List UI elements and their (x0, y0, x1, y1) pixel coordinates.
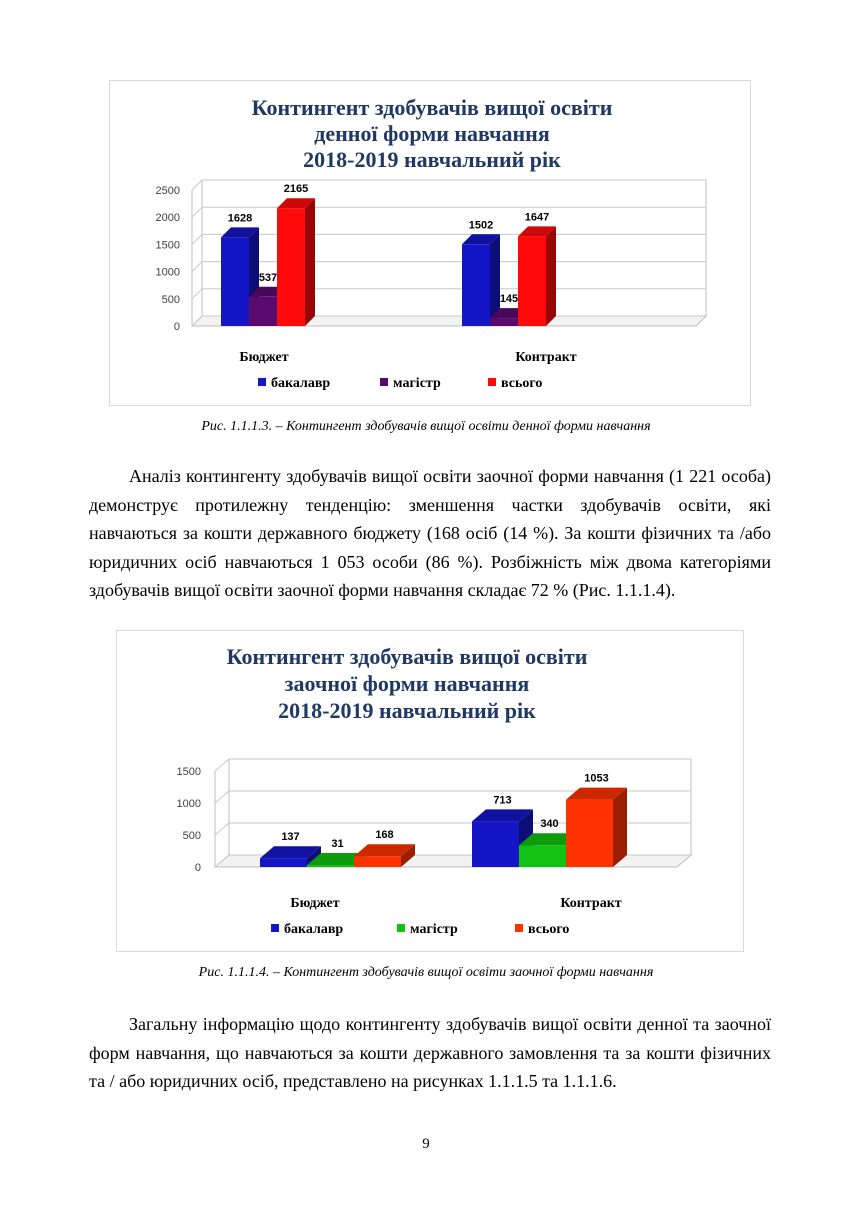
bar-front (249, 297, 277, 326)
legend-label: бакалавр (284, 922, 344, 937)
bar-бакалавр-Контракт (462, 234, 500, 326)
chart-parttime (117, 631, 743, 951)
bar-всього-Контракт (518, 226, 556, 326)
category-label: Бюджет (290, 896, 340, 911)
chart-title-line: 2018-2019 навчальний рік (303, 147, 561, 172)
legend-swatch (380, 378, 388, 386)
data-label: 31 (331, 838, 344, 851)
bar-всього-Бюджет (277, 198, 315, 326)
y-tick-label: 1000 (155, 266, 180, 279)
bar-front (221, 237, 249, 326)
chart-title-line: Контингент здобувачів вищої освіти (226, 644, 588, 669)
chart-fulltime (110, 81, 750, 405)
legend-swatch (515, 924, 523, 932)
chart-title-line: заочної форми навчання (284, 671, 530, 696)
bar-front (490, 318, 518, 326)
bar-front (354, 856, 401, 867)
data-label: 713 (493, 794, 512, 807)
legend-label: магістр (393, 376, 441, 391)
y-tick-label: 1000 (176, 798, 201, 810)
category-label: Контракт (515, 350, 577, 365)
data-label: 168 (375, 829, 394, 842)
paragraph-analysis (89, 462, 771, 605)
legend-swatch (271, 924, 279, 932)
paragraph-summary-text: Загальну інформацію щодо контингенту здобувачів вищої освіти денної та заочної форм навчання, що навчаються за кошти державного замовлення та за кошти фізичних та / або юридичних осіб, представлено на рисунках 1.1.1.5 та 1.1.1.6. (89, 1014, 771, 1091)
paragraph-summary (89, 1010, 771, 1096)
data-label: 1053 (584, 772, 609, 785)
data-label: 137 (281, 831, 300, 844)
legend-label: всього (501, 376, 543, 391)
legend-label: магістр (410, 922, 458, 937)
bar-front (566, 800, 613, 867)
y-tick-label: 500 (161, 293, 180, 306)
data-label: 340 (540, 818, 559, 831)
bar-front (519, 845, 566, 867)
paragraph-analysis-text: Аналіз контингенту здобувачів вищої освіти заочної форми навчання (1 221 особа) демонструє протилежну тенденцію: зменшення частки здобувачів освіти, які навчаються за кошти державного бюджету (168 осіб (14 %). За кошти фізичних та /або юридичних осіб навчаються 1 053 особи (86 %). Розбіжність між двома категоріями здобувачів вищої освіти заочної форми навчання складає 72 % (Рис. 1.1.1.4). (89, 466, 771, 600)
chart-frame-parttime (116, 630, 744, 952)
chart-title-line: денної форми навчання (314, 121, 550, 146)
chart-frame-fulltime (109, 80, 751, 406)
data-label: 1628 (227, 212, 253, 225)
figure-caption-1: Рис. 1.1.1.3. – Контингент здобувачів вищої освіти денної форми навчання (201, 419, 651, 434)
bar-side (613, 788, 627, 867)
y-tick-label: 0 (173, 321, 180, 333)
y-tick-label: 1500 (155, 239, 180, 252)
figure-caption-2: Рис. 1.1.1.4. – Контингент здобувачів вищої освіти заочної форми навчання (198, 965, 654, 980)
category-label: Бюджет (239, 350, 289, 365)
data-label: 145 (499, 293, 519, 306)
page-number: 9 (422, 1136, 430, 1152)
data-label: 1502 (468, 219, 494, 232)
category-label: Контракт (560, 896, 622, 911)
legend-label: всього (528, 922, 570, 937)
bar-front (260, 858, 307, 867)
bar-side (546, 226, 556, 326)
bar-front (472, 821, 519, 867)
bar-front (277, 208, 305, 326)
y-tick-label: 500 (182, 830, 201, 842)
y-tick-label: 2000 (155, 212, 180, 225)
legend-swatch (397, 924, 405, 932)
y-tick-label: 1500 (176, 766, 201, 778)
bar-front (462, 244, 490, 326)
y-tick-label: 0 (194, 862, 201, 874)
bar-front (518, 236, 546, 326)
bar-всього-Контракт (566, 788, 627, 867)
chart-title-line: 2018-2019 навчальний рік (278, 698, 536, 723)
bar-front (307, 865, 354, 867)
data-label: 2165 (283, 183, 309, 196)
chart-title-line: Контингент здобувачів вищої освіти (251, 95, 613, 120)
legend-label: бакалавр (271, 376, 331, 391)
legend-swatch (258, 378, 266, 386)
y-tick-label: 2500 (155, 185, 180, 197)
legend-swatch (488, 378, 496, 386)
bar-side (305, 198, 315, 326)
data-label: 537 (258, 271, 278, 284)
data-label: 1647 (524, 211, 550, 224)
